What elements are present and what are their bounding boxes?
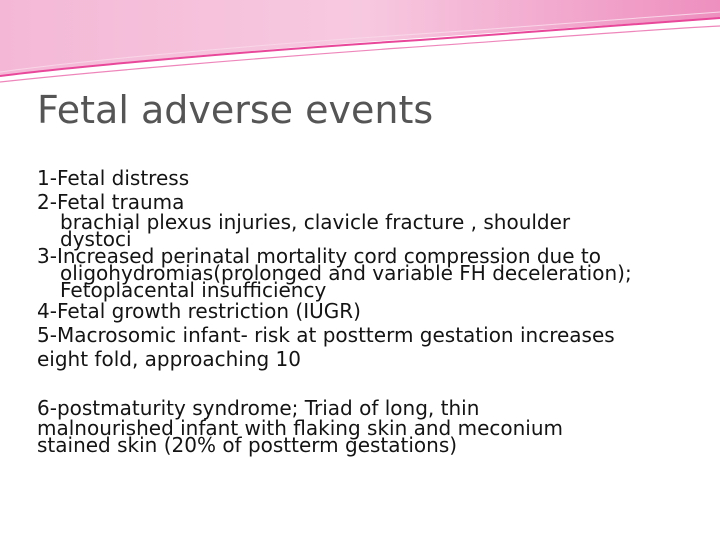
slide-title: Fetal adverse events — [37, 88, 434, 132]
item-postmaturity-syndrome-cont: malnourished infant with flaking skin and meconium — [37, 416, 564, 440]
item-perinatal-mortality-detail-cont: Fetoplacental insufficiency — [60, 278, 327, 302]
header-wave-decoration — [0, 0, 720, 90]
item-fetal-distress: 1-Fetal distress — [37, 166, 190, 190]
item-fetal-trauma-detail: brachial plexus injuries, clavicle fracture , shoulder — [60, 210, 571, 234]
item-perinatal-mortality-detail: oligohydromias(prolonged and variable FH deceleration); — [60, 261, 632, 285]
item-growth-restriction: 4-Fetal growth restriction (IUGR) — [37, 299, 361, 323]
item-postmaturity-syndrome-end: stained skin (20% of postterm gestations) — [37, 433, 458, 457]
item-fetal-trauma-detail-cont: dystoci — [60, 227, 132, 251]
item-postmaturity-syndrome: 6-postmaturity syndrome; Triad of long, thin — [37, 396, 480, 420]
paragraph-gap — [37, 371, 687, 396]
item-macrosomic-infant: 5-Macrosomic infant- risk at postterm gestation increases — [37, 323, 615, 347]
slide-body — [37, 166, 687, 457]
item-perinatal-mortality: 3-Increased perinatal mortality cord compression due to — [37, 244, 601, 268]
item-fetal-trauma: 2-Fetal trauma — [37, 190, 185, 214]
item-macrosomic-infant-cont: eight fold, approaching 10 — [37, 347, 302, 371]
